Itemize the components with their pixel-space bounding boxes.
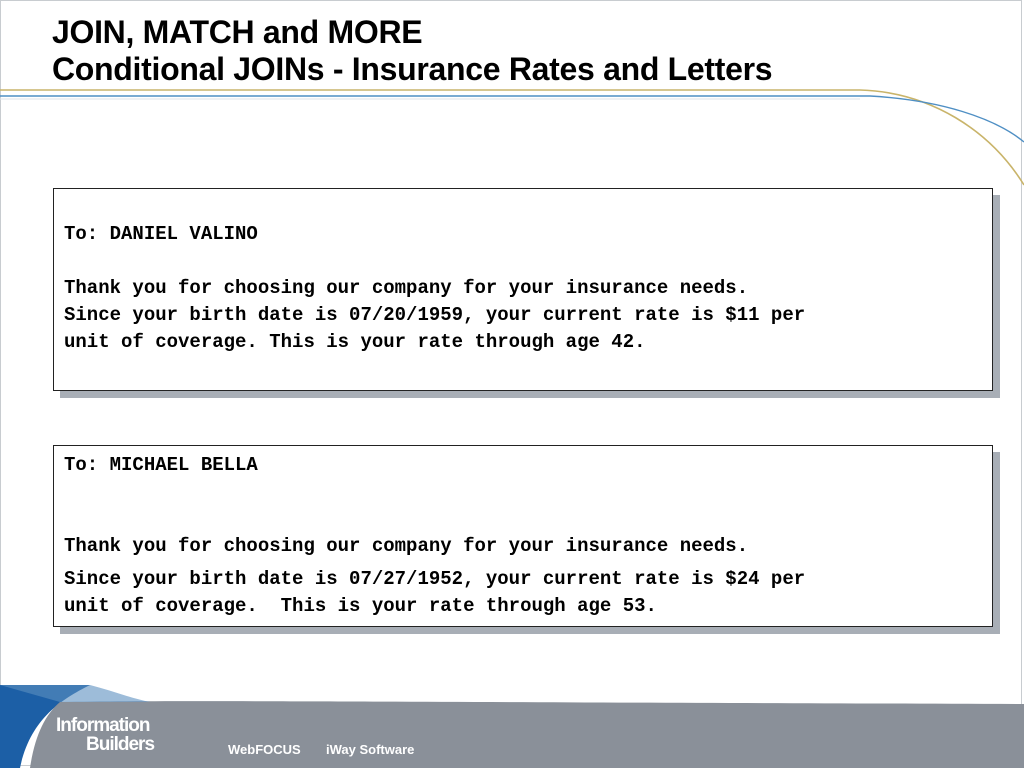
logo-line-2: Builders [86,734,155,755]
letter-thanks: Thank you for choosing our company for your insurance needs. [64,277,749,299]
letter-recipient: To: MICHAEL BELLA [64,454,258,476]
title-line-2: Conditional JOINs - Insurance Rates and Letters [52,51,773,87]
title-line-1: JOIN, MATCH and MORE [52,14,423,50]
letter-box [53,188,993,391]
logo-line-1: Information [56,715,150,736]
letter-thanks: Thank you for choosing our company for your insurance needs. [64,535,749,557]
letter-rate-line: unit of coverage. This is your rate through age 42. [64,331,646,353]
information-builders-logo [56,716,154,754]
slide-title [52,14,772,88]
letter-box [53,445,993,627]
letter-rate-line: Since your birth date is 07/27/1952, your current rate is $24 per [64,568,806,590]
letter-recipient: To: DANIEL VALINO [64,223,258,245]
product-webfocus: WebFOCUS [228,742,301,757]
letter-rate-line: Since your birth date is 07/20/1959, your current rate is $11 per [64,304,806,326]
product-iway: iWay Software [326,742,415,757]
letter-rate-line: unit of coverage. This is your rate through age 53. [64,595,657,617]
